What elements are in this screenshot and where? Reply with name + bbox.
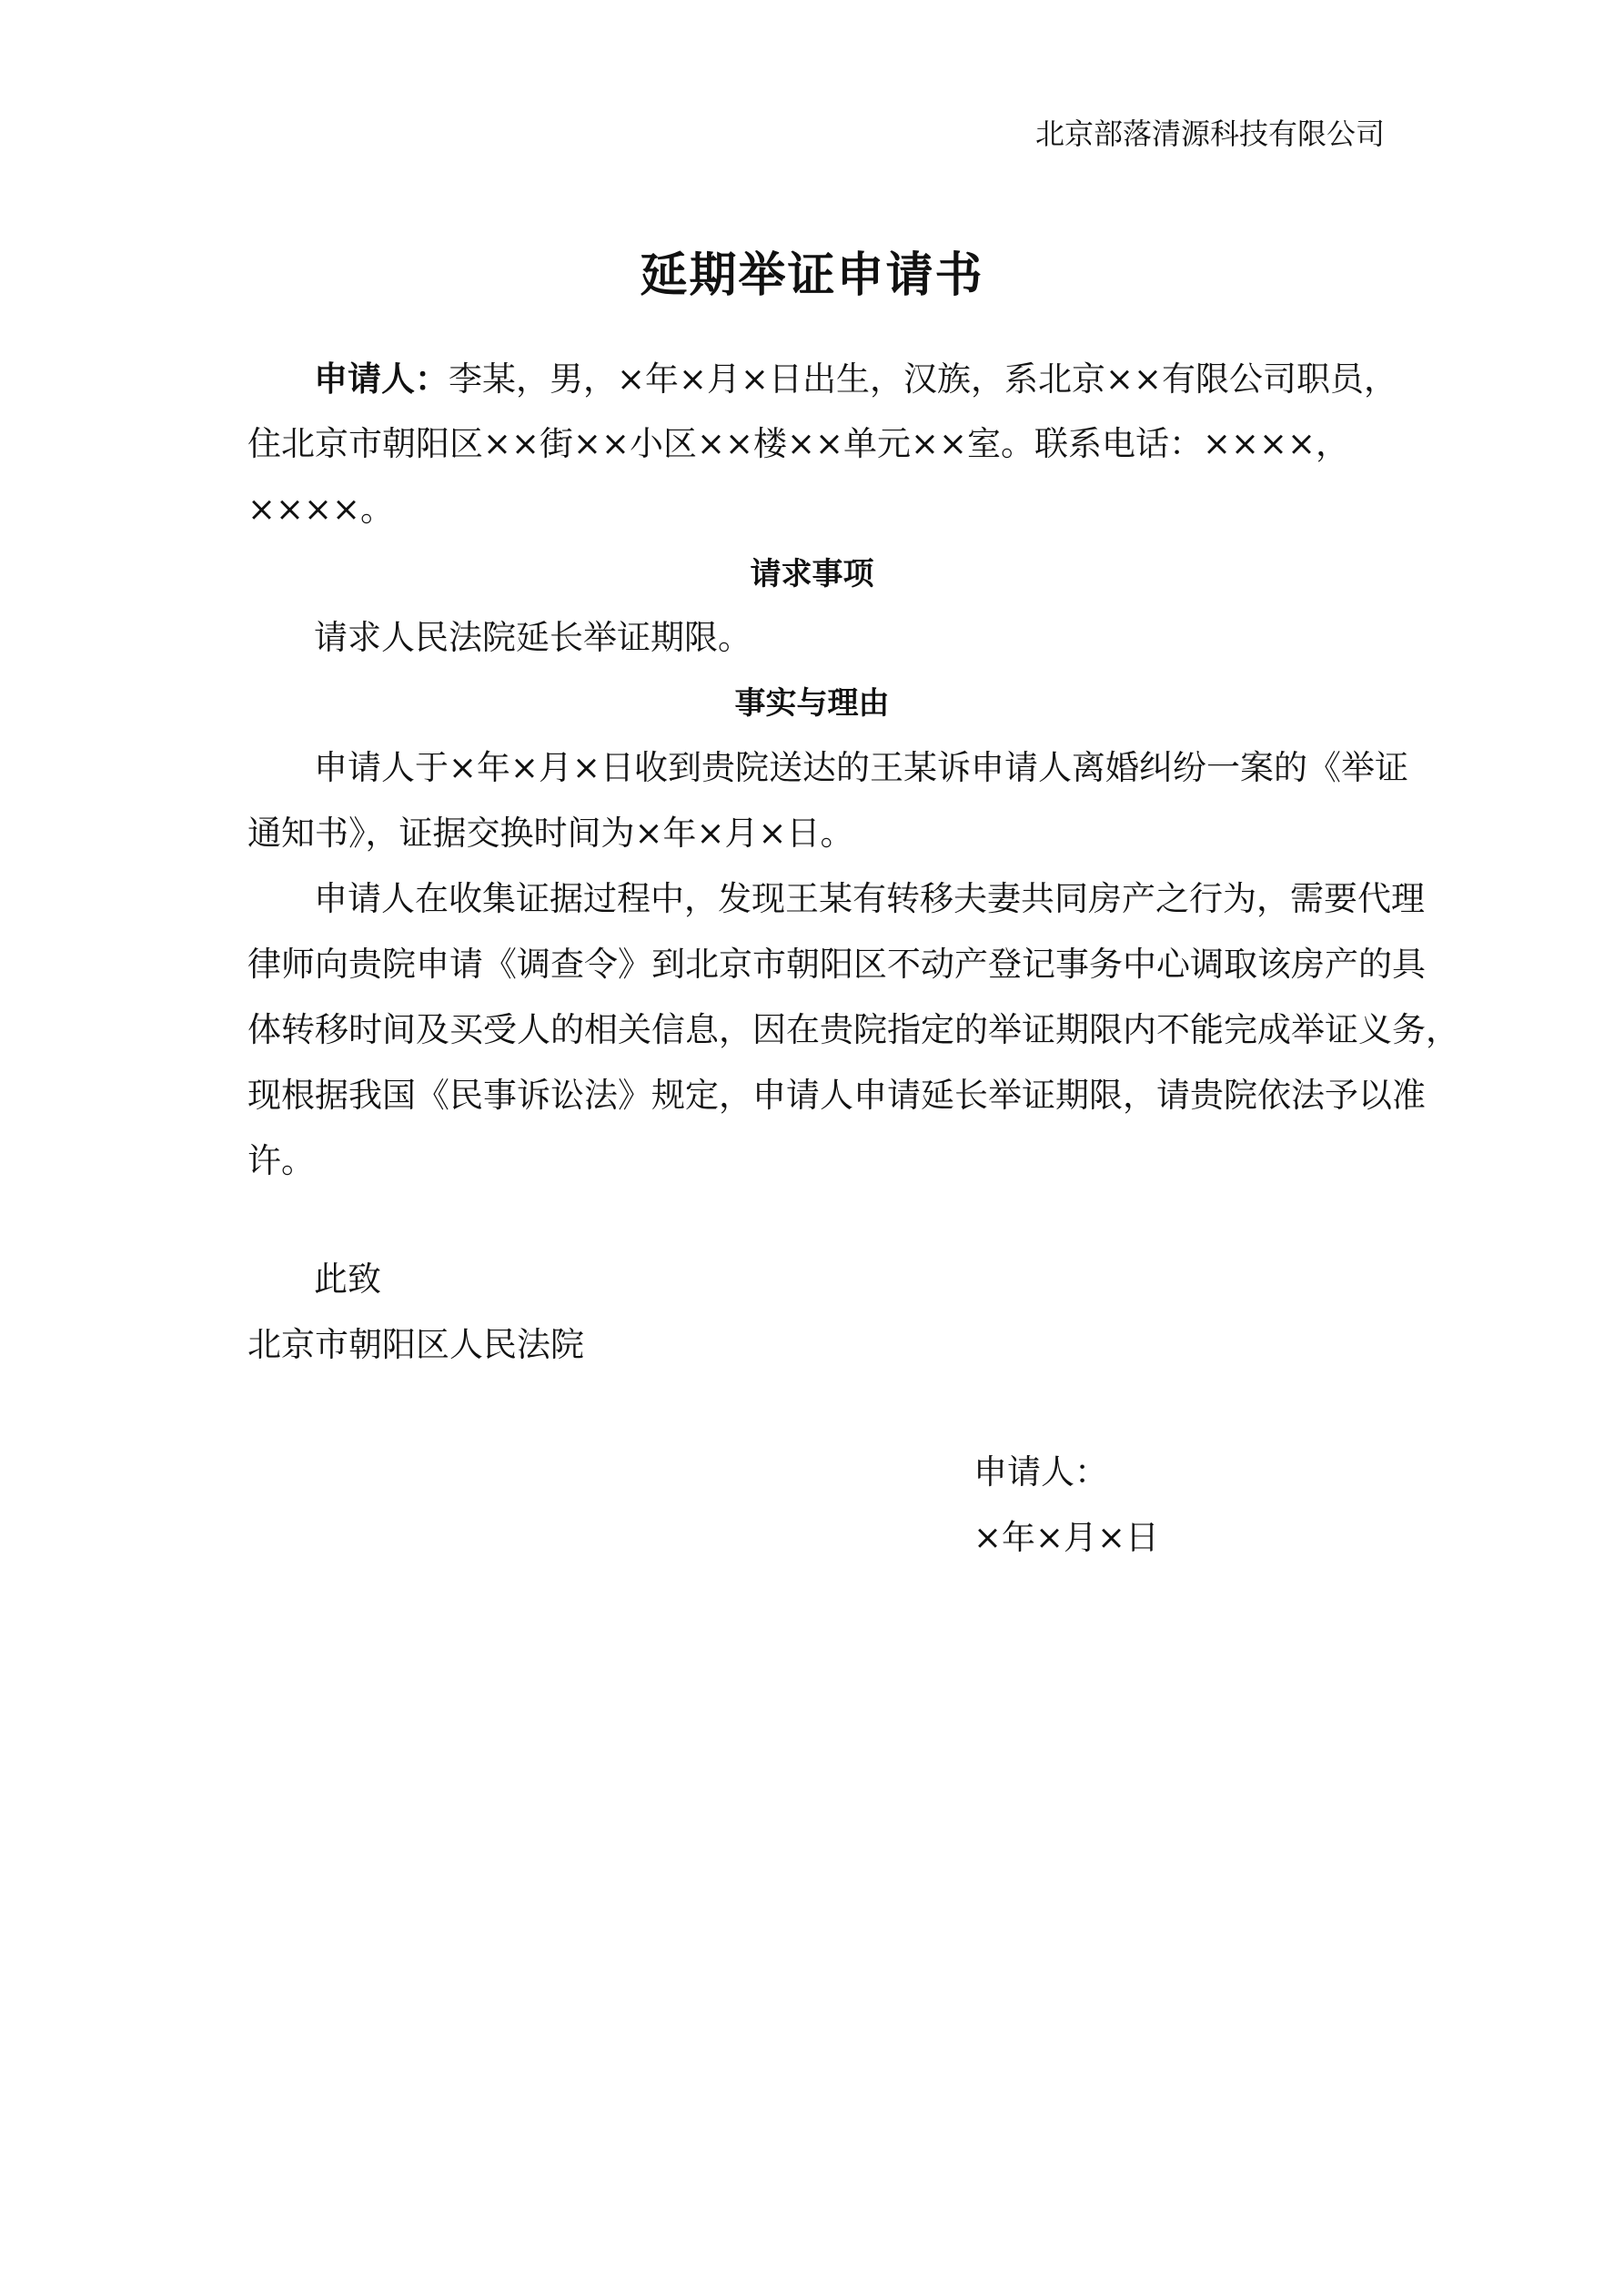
company-header: 北京部落清源科技有限公司 <box>1034 116 1385 151</box>
applicant-line-1 <box>314 346 1397 412</box>
applicant-label: 申请人： <box>314 359 449 399</box>
request-content: 请求人民法院延长举证期限。 <box>314 618 751 657</box>
facts-p2-line-1: 申请人在收集证据过程中，发现王某有转移夫妻共同房产之行为，需要代理 <box>314 879 1425 918</box>
document-title: 延期举证申请书 <box>640 248 984 303</box>
signature-date: ×年×月×日 <box>973 1518 1160 1557</box>
applicant-info-1: 李某，男，×年×月×日出生，汉族，系北京××有限公司职员， <box>449 359 1398 399</box>
facts-heading: 事实与理由 <box>734 685 890 722</box>
facts-p1-line-2: 通知书》，证据交换时间为×年×月×日。 <box>247 814 854 853</box>
facts-p2-line-3: 体转移时间及买受人的相关信息，因在贵院指定的举证期限内不能完成举证义务， <box>247 1010 1459 1049</box>
request-heading: 请求事项 <box>750 556 874 592</box>
facts-p2-line-2: 律师向贵院申请《调查令》到北京市朝阳区不动产登记事务中心调取该房产的具 <box>247 945 1426 984</box>
signature-label: 申请人： <box>973 1452 1108 1492</box>
facts-p2-line-5: 许。 <box>247 1141 315 1180</box>
closing-salutation: 此致 <box>314 1259 381 1299</box>
applicant-line-3: ××××。 <box>247 490 395 529</box>
facts-p1-line-1: 申请人于×年×月×日收到贵院送达的王某诉申请人离婚纠纷一案的《举证 <box>314 748 1409 787</box>
facts-p2-line-4: 现根据我国《民事诉讼法》规定，申请人申请延长举证期限，请贵院依法予以准 <box>247 1076 1426 1115</box>
closing-recipient: 北京市朝阳区人民法院 <box>247 1325 584 1364</box>
applicant-line-2: 住北京市朝阳区××街××小区××楼××单元××室。联系电话：××××， <box>247 424 1350 463</box>
